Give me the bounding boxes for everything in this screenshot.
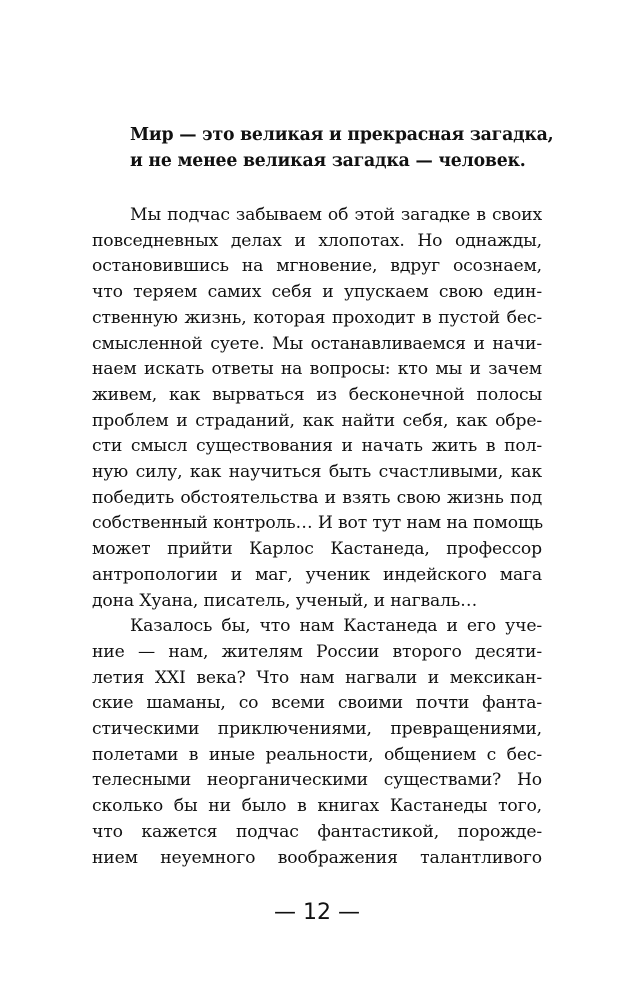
paragraph-1-line: остановившись на мгновение, вдруг осознаем, (92, 256, 542, 277)
paragraph-1-line: собственный контроль… И вот тут нам на помощь (92, 513, 543, 534)
paragraph-1-line: смысленной суете. Мы останавливаемся и начи- (92, 333, 542, 354)
paragraph-2-line: ские шаманы, со всеми своими почти фанта- (92, 693, 542, 714)
epigraph (130, 122, 554, 174)
paragraph-1-line: живем, как вырваться из бесконечной полосы (92, 384, 542, 405)
paragraph-2-line: что кажется подчас фантастикой, порожде- (92, 821, 542, 842)
paragraph-1-line: Мы подчас забываем об этой загадке в своих (130, 205, 542, 225)
paragraph-1-line: ную силу, как научиться быть счастливыми, как (92, 462, 542, 483)
paragraph-1-line: проблем и страданий, как найти себя, как обре- (92, 410, 542, 431)
paragraph-2-line: ние — нам, жителям России второго десяти- (92, 641, 542, 662)
paragraph-1-line: сти смысл существования и начать жить в пол- (92, 436, 542, 457)
epigraph-line: и не менее великая загадка — человек. (130, 151, 526, 171)
paragraph-1-line: дона Хуана, писатель, ученый, и нагваль… (92, 590, 478, 611)
paragraph-2-line: Казалось бы, что нам Кастанеда и его уче- (130, 616, 542, 637)
paragraph-1-line: ственную жизнь, которая проходит в пустой бес- (92, 307, 542, 328)
epigraph-line: Мир — это великая и прекрасная загадка, (130, 125, 554, 145)
paragraph-2-line: телесными неорганическими существами? Но (92, 770, 542, 791)
paragraph-2-line: летия XXI века? Что нам нагвали и мексикан- (92, 667, 542, 688)
paragraph-2-line: полетами в иные реальности, общением с бес- (92, 744, 542, 765)
paragraph-1-line: что теряем самих себя и упускаем свою един- (92, 282, 542, 303)
paragraph-1-line: может прийти Карлос Кастанеда, профессор (92, 539, 542, 560)
paragraph-2-line: сколько бы ни было в книгах Кастанеды того, (92, 796, 542, 817)
page-number: — 12 — (274, 900, 360, 925)
body-text (92, 203, 542, 871)
paragraph-1-line: победить обстоятельства и взять свою жизнь под (92, 487, 542, 508)
paragraph-1-line: наем искать ответы на вопросы: кто мы и зачем (92, 359, 542, 380)
book-page (92, 0, 554, 1000)
paragraph-2-line: стическими приключениями, превращениями, (92, 719, 542, 740)
paragraph-1-line: антропологии и маг, ученик индейского мага (92, 564, 542, 585)
paragraph-2-line: нием неуемного воображения талантливого (92, 847, 542, 868)
paragraph-1-line: повседневных делах и хлопотах. Но однажды, (92, 230, 542, 251)
